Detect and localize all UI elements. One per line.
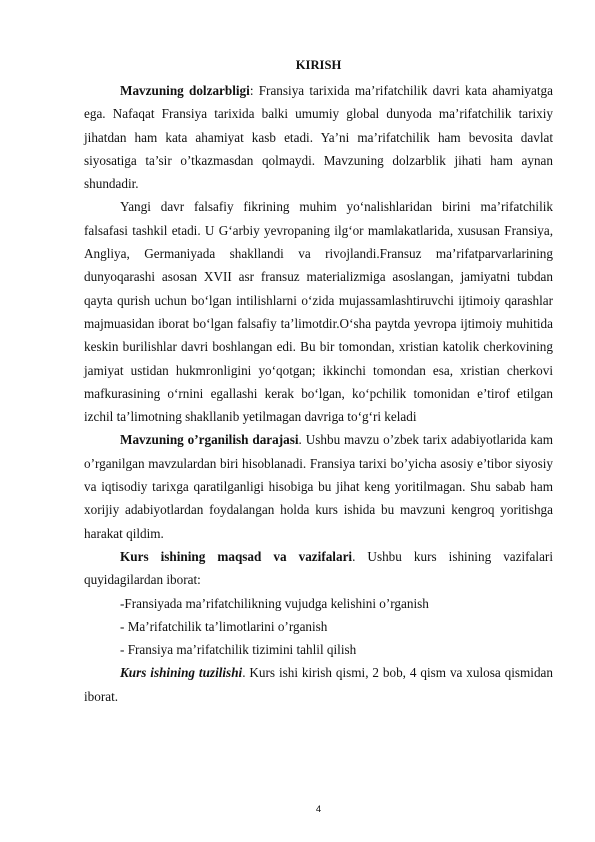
paragraph-text: Yangi davr falsafiy fikrining muhim yo‘nalishlaridan birini ma’rifatchilik falsafasi tashkil etadi. U G‘arbiy yevropaning ilg‘or mamlakatlarida, xususan Fransiya, Angliya, Germaniyada shakllandi va rivojlandi.Fransuz ma’rifatparvarlarining dunyoqarashi asosan XVII asr fransuz materializmiga asoslangan, jamiyatni tubdan qayta qurish uchun bo‘lgan intilishlarni o‘zida mujassamlashtiruvchi ijtimoiy qarashlar majmuasidan iborat bo‘lgan falsafiy ta’limotdir.O‘sha paytda yevropa ijtimoiy muhitida keskin burilishlar davri boshlangan edi. Bu bir tomondan, xristian katolik cherkovining jamiyat ustidan hukmronligini yo‘qotgan; ikkinchi tomondan esa, xristian cherkovi mafkurasining o‘rnini egallashi kerak bo‘lgan, ko‘pchilik tomonidan e’tirof etilgan izchil ta’limotning shakllanib yetilmagan davriga to‘g‘ri keladi [84,199,553,425]
paragraph-lead: Mavzuning dolzarbligi [120,83,250,98]
paragraph-study-level [84,428,553,544]
paragraph-lead: Kurs ishining tuzilishi [120,665,243,681]
paragraph-text: . Ushbu mavzu o’zbek tarix adabiyotlarida kam o’rganilgan mavzulardan biri hisoblanadi. Fransiya tarixi bo’yicha asosiy e’tibor siyosiy va iqtisodiy tarixga qaratilganligi hisobiga bu jihat keng yoritilmagan. Shu sabab ham xorijiy adabiyotlardan foydalangan holda kurs ishida bu mavzuni kengroq yoritishga harakat qildim. [84,432,553,541]
page-title: KIRISH [295,58,342,72]
paragraph-text: . Ushbu kurs ishining vazifalari quyidagilardan iborat: [84,548,553,588]
paragraph-lead: Mavzuning o’rganilish darajasi [120,432,299,448]
list-item: -Fransiyada ma’rifatchilikning vujudga kelishini o’rganish [120,595,429,611]
paragraph-text: . Kurs ishi kirish qismi, 2 bob, 4 qism va xulosa qismidan iborat. [84,665,554,704]
list-item: - Fransiya ma’rifatchilik tizimini tahlil qilish [120,642,357,658]
paragraph-structure [84,661,553,708]
paragraph-text: : Fransiya tarixida ma’rifatchilik davri kata ahamiyatga ega. Nafaqat Fransiya tarixida balki umumiy global dunyoda ma’rifatchilik tarixiy jihatdan ham kata ahamiyat kasb etadi. Ya’ni ma’rifatchilik ham bevosita davlat siyosatiga ta’sir o’tkazmasdan qolmaydi. Mavzuning dolzarblik jihati ham aynan shundadir. [84,83,553,192]
paragraph-philosophy [84,195,553,428]
list-item: - Ma’rifatchilik ta’limotlarini o’rganish [120,618,328,634]
paragraph-lead: Kurs ishining maqsad va vazifalari [120,548,353,564]
paragraph-goals [84,545,553,592]
paragraph-relevance [84,79,553,195]
page-number: 4 [315,804,322,815]
document-body [84,79,553,708]
